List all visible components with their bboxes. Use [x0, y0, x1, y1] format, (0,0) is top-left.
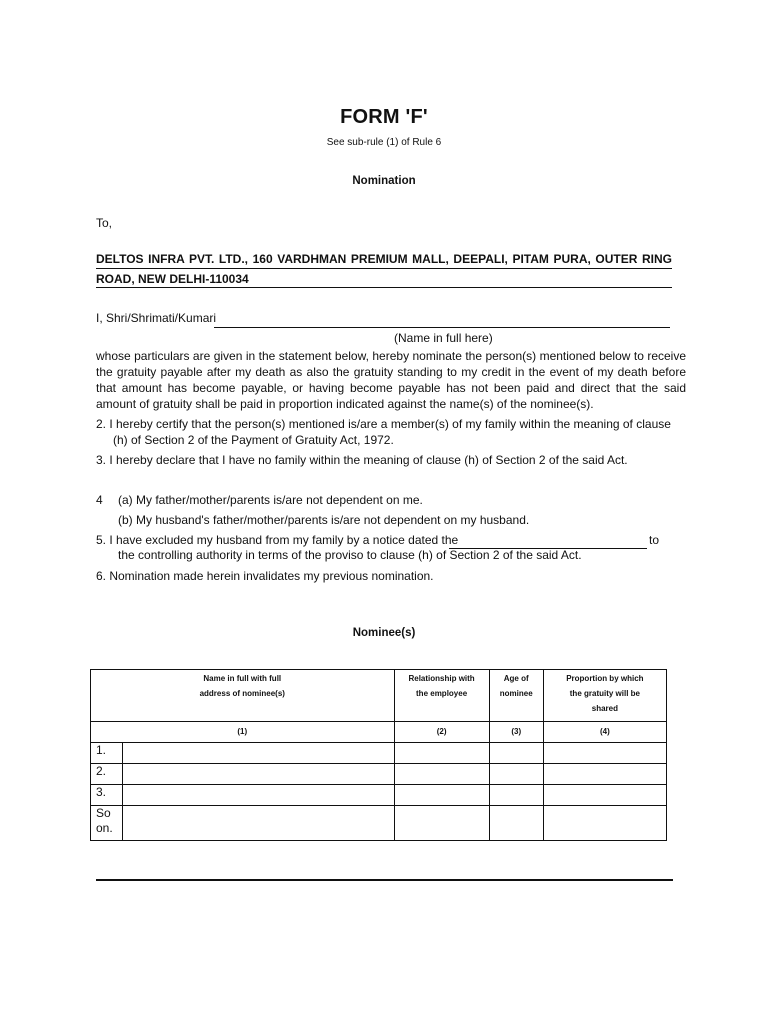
item-2-line-2: (h) of Section 2 of the Payment of Gratuity Act, 1972.: [113, 433, 394, 447]
bottom-divider: [96, 879, 673, 881]
address-divider: [96, 268, 672, 269]
address-underline: [96, 287, 672, 288]
nominees-heading: Nominee(s): [352, 627, 416, 639]
column-header-relationship: Relationship with the employee: [394, 670, 489, 722]
relationship-cell[interactable]: [394, 764, 489, 785]
age-cell[interactable]: [489, 743, 543, 764]
table-row: [91, 806, 667, 841]
age-cell[interactable]: [489, 806, 543, 841]
nominee-name-cell[interactable]: [123, 764, 394, 785]
relationship-cell[interactable]: [394, 743, 489, 764]
nominees-table: [90, 669, 667, 841]
age-cell[interactable]: [489, 764, 543, 785]
row-index: 1.: [91, 743, 123, 764]
proportion-cell[interactable]: [543, 806, 666, 841]
form-title: FORM 'F': [340, 106, 428, 128]
item-5-to: to: [649, 533, 660, 547]
row-index: 3.: [91, 785, 123, 806]
name-hint: (Name in full here): [394, 331, 493, 345]
column-number-2: (2): [394, 722, 489, 743]
relationship-cell[interactable]: [394, 785, 489, 806]
employer-address: [96, 249, 672, 289]
column-number-row: [91, 722, 667, 743]
proportion-cell[interactable]: [543, 764, 666, 785]
row-index: 2.: [91, 764, 123, 785]
column-header-age: Age of nominee: [489, 670, 543, 722]
column-number-3: (3): [489, 722, 543, 743]
salutation-label: I, Shri/Shrimati/Kumari: [96, 311, 217, 325]
nomination-paragraph: whose particulars are given in the statement below, hereby nominate the person(s) mentioned below to receive the gratuity payable after my death as also the gratuity standing to my credit in the event of my death before that amount has become payable, or having become payable has not been paid and direct that the said amount of gratuity shall be paid in proportion indicated against the name(s) of the nominee(s).: [96, 349, 686, 411]
form-subtitle: See sub-rule (1) of Rule 6: [326, 137, 442, 148]
item-2-line-1: 2. I hereby certify that the person(s) mentioned is/are a member(s) of my family within the meaning of clause: [96, 417, 671, 431]
address-line-2: ROAD, NEW DELHI-110034: [96, 272, 249, 286]
nominee-name-cell[interactable]: [123, 743, 394, 764]
column-number-4: (4): [543, 722, 666, 743]
nominee-name-cell[interactable]: [123, 785, 394, 806]
relationship-cell[interactable]: [394, 806, 489, 841]
table-row: [91, 785, 667, 806]
nomination-heading: Nomination: [352, 175, 416, 187]
proportion-cell[interactable]: [543, 785, 666, 806]
to-label: To,: [96, 216, 113, 230]
item-5-line-2: the controlling authority in terms of the proviso to clause (h) of Section 2 of the said Act.: [118, 548, 582, 562]
column-number-1: (1): [91, 722, 395, 743]
item-6: 6. Nomination made herein invalidates my previous nomination.: [96, 569, 434, 583]
nominee-name-cell[interactable]: [123, 806, 394, 841]
item-4-number: 4: [96, 493, 103, 507]
proportion-cell[interactable]: [543, 743, 666, 764]
item-2: [96, 416, 686, 448]
table-row: [91, 743, 667, 764]
age-cell[interactable]: [489, 785, 543, 806]
item-4a: (a) My father/mother/parents is/are not dependent on me.: [118, 493, 423, 507]
table-header-row: [91, 670, 667, 722]
row-index: So on.: [91, 806, 123, 841]
item-4b: (b) My husband's father/mother/parents is/are not dependent on my husband.: [118, 513, 530, 527]
employee-name-field[interactable]: [214, 311, 670, 328]
item-5-line-1: 5. I have excluded my husband from my family by a notice dated the: [96, 533, 459, 547]
column-header-name: Name in full with full address of nominee(s): [91, 670, 395, 722]
column-header-proportion: Proportion by which the gratuity will be shared: [543, 670, 666, 722]
address-line-1: DELTOS INFRA PVT. LTD., 160 VARDHMAN PREMIUM MALL, DEEPALI, PITAM PURA, OUTER RING: [96, 252, 672, 266]
item-3: 3. I hereby declare that I have no family within the meaning of clause (h) of Section 2 of the said Act.: [96, 453, 628, 467]
table-row: [91, 764, 667, 785]
